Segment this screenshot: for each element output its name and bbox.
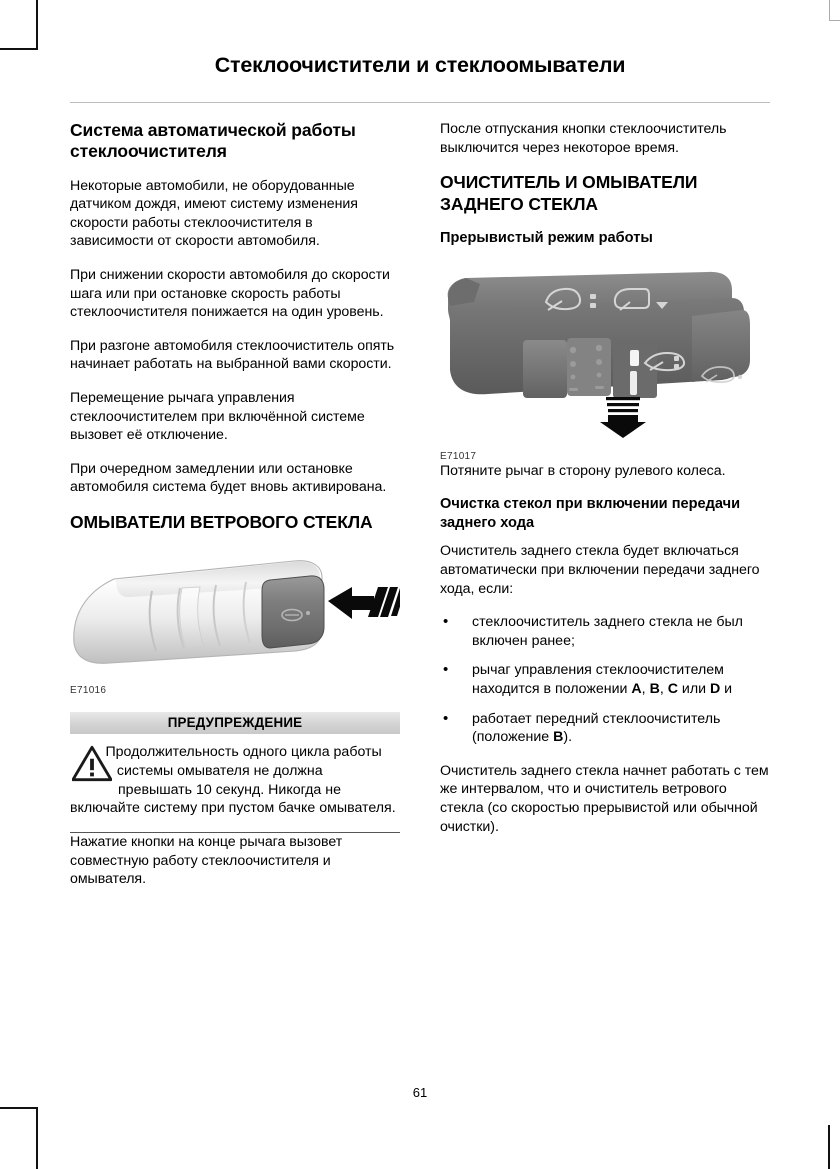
warning-body — [70, 734, 400, 833]
figure-e71017 — [440, 258, 770, 462]
page-title: Стеклоочистители и стеклоомыватели — [214, 53, 626, 77]
left-column — [70, 120, 400, 889]
crop-mark-bottom-right — [828, 1125, 840, 1169]
paragraph-reverse-closing: Очиститель заднего стекла начнет работать с тем же интервалом, что и очиститель ветрового стекла (со скоростью прерывистой или обычной очистки). — [440, 762, 769, 835]
wiper-stalk-push-button-illustration — [70, 547, 400, 677]
paragraph-auto-5: При очередном замедлении или остановке автомобиля система будет вновь активирована. — [70, 460, 387, 496]
warning-box — [70, 712, 400, 833]
press-direction-arrow-icon — [328, 587, 400, 619]
paragraph-auto-4: Перемещение рычага управления стеклоочистителем при включённой системе вызовет её отключение. — [70, 390, 365, 444]
paragraph-auto-2: При снижении скорости автомобиля до скорости шага или при остановке скорость работы стеклоочистителя понижается на один уровень. — [70, 267, 390, 321]
list-item: • рычаг управления стеклоочистителем находится в положении A, B, C или D и — [440, 661, 770, 698]
crop-mark-bottom-left — [0, 1107, 38, 1169]
paragraph-auto-3: При разгоне автомобиля стеклоочиститель опять начинает работать на выбранной вами скорости. — [70, 337, 395, 373]
figure-caption-e71016: E71016 — [70, 685, 107, 697]
page-number: 61 — [412, 1085, 428, 1100]
header-divider — [70, 102, 770, 103]
two-column-body — [70, 120, 770, 889]
list-item: • стеклоочиститель заднего стекла не был включен ранее; — [440, 613, 770, 650]
heading-windshield-washers: ОМЫВАТЕЛИ ВЕТРОВОГО СТЕКЛА — [70, 512, 373, 532]
paragraph-washer-button: Нажатие кнопки на конце рычага вызовет совместную работу стеклоочистителя и омывателя. — [70, 834, 343, 888]
figure-e71016 — [70, 547, 400, 696]
wiper-speed-rotary-ring[interactable] — [523, 338, 611, 398]
right-column — [440, 120, 770, 889]
warning-bottom-rule — [70, 832, 400, 834]
paragraph-auto-1: Некоторые автомобили, не оборудованные датчиком дождя, имеют систему изменения скорости работы стеклоочистителя в зависимости от скорости автомобиля. — [70, 177, 358, 250]
list-item: • работает передний стеклоочиститель (положение B). — [440, 710, 770, 747]
heading-auto-wiper-system: Система автоматической работы стеклоочистителя — [70, 120, 356, 162]
manual-page — [70, 0, 770, 1169]
figure-caption-e71017: E71017 — [440, 450, 477, 462]
wiper-stalk-pull-toward-wheel-illustration — [440, 258, 770, 443]
subheading-intermittent-mode: Прерывистый режим работы — [440, 229, 653, 246]
warning-header: ПРЕДУПРЕЖДЕНИЕ — [70, 712, 400, 734]
paragraph-reverse-lead: Очиститель заднего стекла будет включаться автоматически при включении передачи заднего хода, если: — [440, 543, 760, 597]
crop-mark-top-left — [0, 0, 38, 50]
crop-mark-top-right — [829, 0, 840, 21]
subheading-reverse-gear-wiping: Очистка стекол при включении передачи заднего хода — [440, 496, 741, 531]
heading-rear-wiper-washer: ОЧИСТИТЕЛЬ И ОМЫВАТЕЛИ ЗАДНЕГО СТЕКЛА — [440, 172, 698, 214]
reverse-conditions-list — [440, 613, 770, 747]
warning-text: Продолжительность одного цикла работы системы омывателя не должна превышать 10 секунд. Никогда не включайте систему при пустом бачке омывателя. — [70, 744, 396, 817]
paragraph-pull-lever: Потяните рычаг в сторону рулевого колеса. — [440, 462, 726, 479]
paragraph-release-button: После отпускания кнопки стеклоочиститель выключится через некоторое время. — [440, 121, 727, 156]
pull-direction-arrow-icon — [600, 397, 646, 438]
